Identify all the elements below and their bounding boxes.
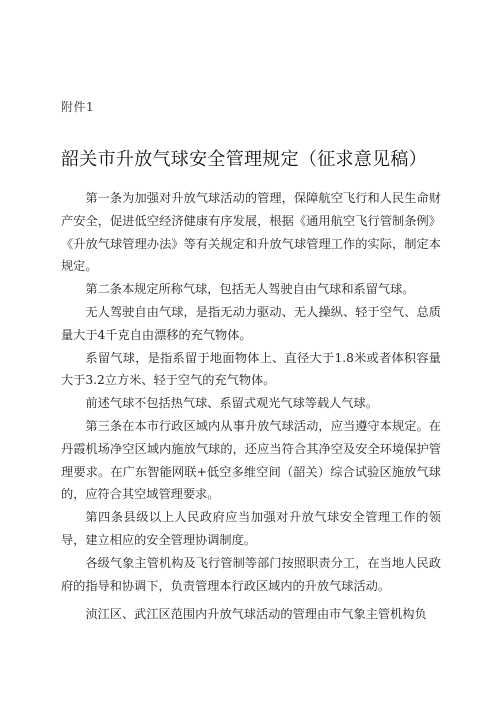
paragraph-article-4: 第四条县级以上人民政府应当加强对升放气球安全管理工作的领导，建立相应的安全管理协调制度。 xyxy=(61,510,441,547)
paragraph-article-1: 第一条为加强对升放气球活动的管理，保障航空飞行和人民生命财产安全，促进低空经济健康有序发展，根据《通用航空飞行管制条例》《升放气球管理办法》等有关规定和升放气球管理工作的实际，制定本规定。 xyxy=(61,191,441,274)
attachment-label: 附件1 xyxy=(61,100,95,114)
paragraph-departments: 各级气象主管机构及飞行管制等部门按照职责分工，在当地人民政府的指导和协调下，负责管理本行政区域内的升放气球活动。 xyxy=(61,555,441,593)
paragraph-district-management: 浈江区、武江区范围内升放气球活动的管理由市气象主管机构负 xyxy=(85,607,427,622)
paragraph-article-3: 第三条在本市行政区域内从事升放气球活动，应当遵守本规定。在丹霞机场净空区域内施放气球的，还应当符合其净空及安全环境保护管理要求。在广东智能网联+低空多维空间（韶关）综合试验区施放气球的，应符合其空域管理要求。 xyxy=(61,418,441,502)
paragraph-exclusion: 前述气球不包括热气球、系留式观光气球等载人气球。 xyxy=(85,396,378,411)
paragraph-article-2: 第二条本规定所称气球，包括无人驾驶自由气球和系留气球。 xyxy=(85,282,415,297)
document-body xyxy=(61,187,441,626)
paragraph-tethered-balloon-definition: 系留气球，是指系留于地面物体上、直径大于1.8米或者体积容量大于3.2立方米、轻于空气的充气物体。 xyxy=(61,350,441,388)
document-title: 韶关市升放气球安全管理规定（征求意见稿） xyxy=(61,149,427,170)
paragraph-free-balloon-definition: 无人驾驶自由气球，是指无动力驱动、无人操纵、轻于空气、总质量大于4千克自由漂移的充气物体。 xyxy=(61,304,441,342)
